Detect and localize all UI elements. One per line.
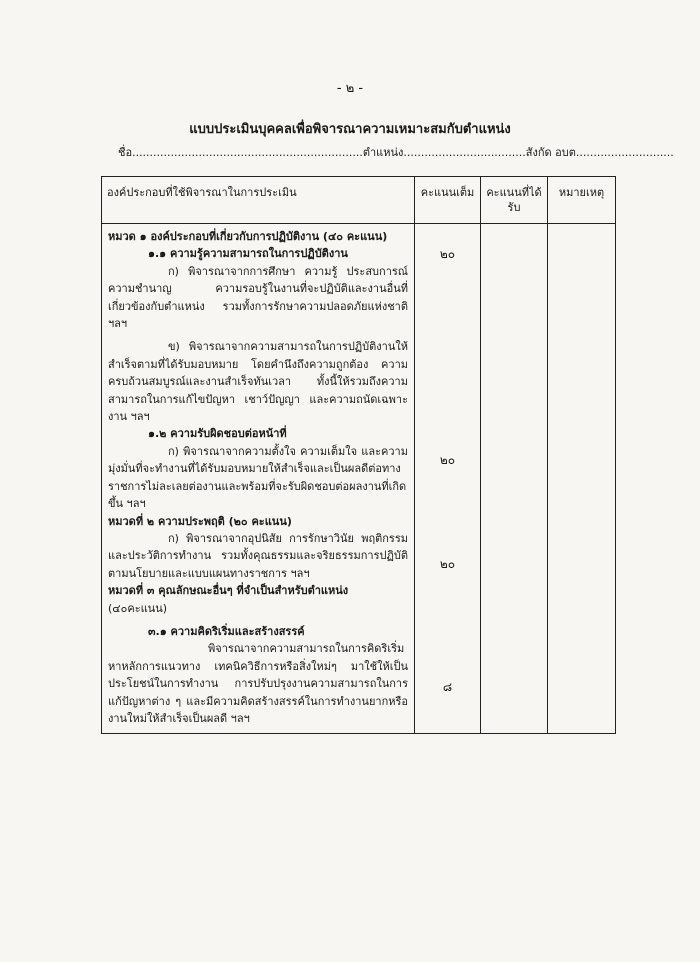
- note-cell[interactable]: [548, 224, 616, 734]
- score-item-3-1: ๘: [442, 680, 453, 694]
- header-received-score: คะแนนที่ได้รับ: [481, 177, 548, 224]
- score-item-1-1: ๒๐: [439, 247, 456, 261]
- item-1-1-title: ๑.๑ ความรู้ความสามารถในการปฏิบัติงาน: [148, 247, 348, 261]
- score-section2: ๒๐: [439, 557, 456, 571]
- table-header-row: [102, 177, 616, 224]
- item-1-1-a-text: ก) พิจารณาจากการศึกษา ความรู้ ประสบการณ์ ความชำนาญ ความรอบรู้ในงานที่จะปฏิบัติและงานอื่นที่เกี่ยวข้องกับตำแหน่ง รวมทั้งการรักษาความปลอดภัยแห่งชาติ ฯลฯ: [108, 264, 408, 331]
- section3-points: (๔๐คะแนน): [108, 601, 168, 615]
- full-score-cell: [415, 224, 481, 734]
- table-body-row: [102, 224, 616, 734]
- received-score-cell[interactable]: [481, 224, 548, 734]
- header-criteria: องค์ประกอบที่ใช้พิจารณาในการประเมิน: [102, 177, 415, 224]
- document-title: แบบประเมินบุคคลเพื่อพิจารณาความเหมาะสมกับตำแหน่ง: [189, 122, 511, 137]
- item-3-1-title: ๓.๑ ความคิดริเริ่มและสร้างสรรค์: [148, 624, 305, 638]
- header-full-score: คะแนนเต็ม: [415, 177, 481, 224]
- header-note: หมายเหตุ: [548, 177, 616, 224]
- section3-heading: หมวดที่ ๓ คุณลักษณะอื่นๆ ที่จำเป็นสำหรับตำแหน่ง: [108, 584, 349, 598]
- evaluation-table: [101, 176, 616, 734]
- item-2-a-text: ก) พิจารณาจากอุปนิสัย การรักษาวินัย พฤติกรรม และประวัติการทำงาน รวมทั้งคุณธรรมและจริยธรรมการปฏิบัติตามนโยบายและแบบแผนทางราชการ ฯลฯ: [108, 531, 408, 580]
- item-1-2-title: ๑.๒ ความรับผิดชอบต่อหน้าที่: [148, 427, 287, 441]
- page-number: - ๒ -: [336, 81, 364, 96]
- criteria-cell: [102, 224, 415, 734]
- score-item-1-2: ๒๐: [439, 453, 456, 467]
- item-1-1-b-text: ข) พิจารณาจากความสามารถในการปฏิบัติงานให้สำเร็จตามที่ได้รับมอบหมาย โดยคำนึงถึงความถูกต้อง ความครบถ้วนสมบูรณ์และงานสำเร็จทันเวลา ทั้งนี้ให้รวมถึงความสามารถในการแก้ไขปัญหา เชาว์ปัญญา และความถนัดเฉพาะงาน ฯลฯ: [108, 340, 408, 424]
- section1-heading: หมวด ๑ องค์ประกอบที่เกี่ยวกับการปฏิบัติงาน (๔๐ คะแนน): [108, 230, 388, 243]
- section2-heading: หมวดที่ ๒ ความประพฤติ (๒๐ คะแนน): [108, 514, 292, 528]
- item-1-2-a-text: ก) พิจารณาจากความตั้งใจ ความเต็มใจ และความมุ่งมั่นที่จะทำงานที่ได้รับมอบหมายให้สำเร็จและเป็นผลดีต่อทางราชการไม่ละเลยต่องานและพร้อมที่จะรับผิดชอบต่อผลงานที่เกิดขึ้น ฯลฯ: [108, 444, 408, 511]
- item-3-1-text: พิจารณาจากความสามารถในการคิดริเริ่มหาหลักการแนวทาง เทคนิควิธีการหรือสิ่งใหม่ๆ มาใช้ให้เป็นประโยชน์ในการทำงาน การปรับปรุงงานความสามารถในการแก้ปัญหาต่าง ๆ และมีความคิดสร้างสรรค์ในการทำงานยากหรืองานใหม่ให้สำเร็จเป็นผลดี ฯลฯ: [108, 642, 408, 725]
- form-fill-line: ชื่อ..................................................................ตำแหน่ง...................................สังกัด อบต............................: [118, 146, 674, 159]
